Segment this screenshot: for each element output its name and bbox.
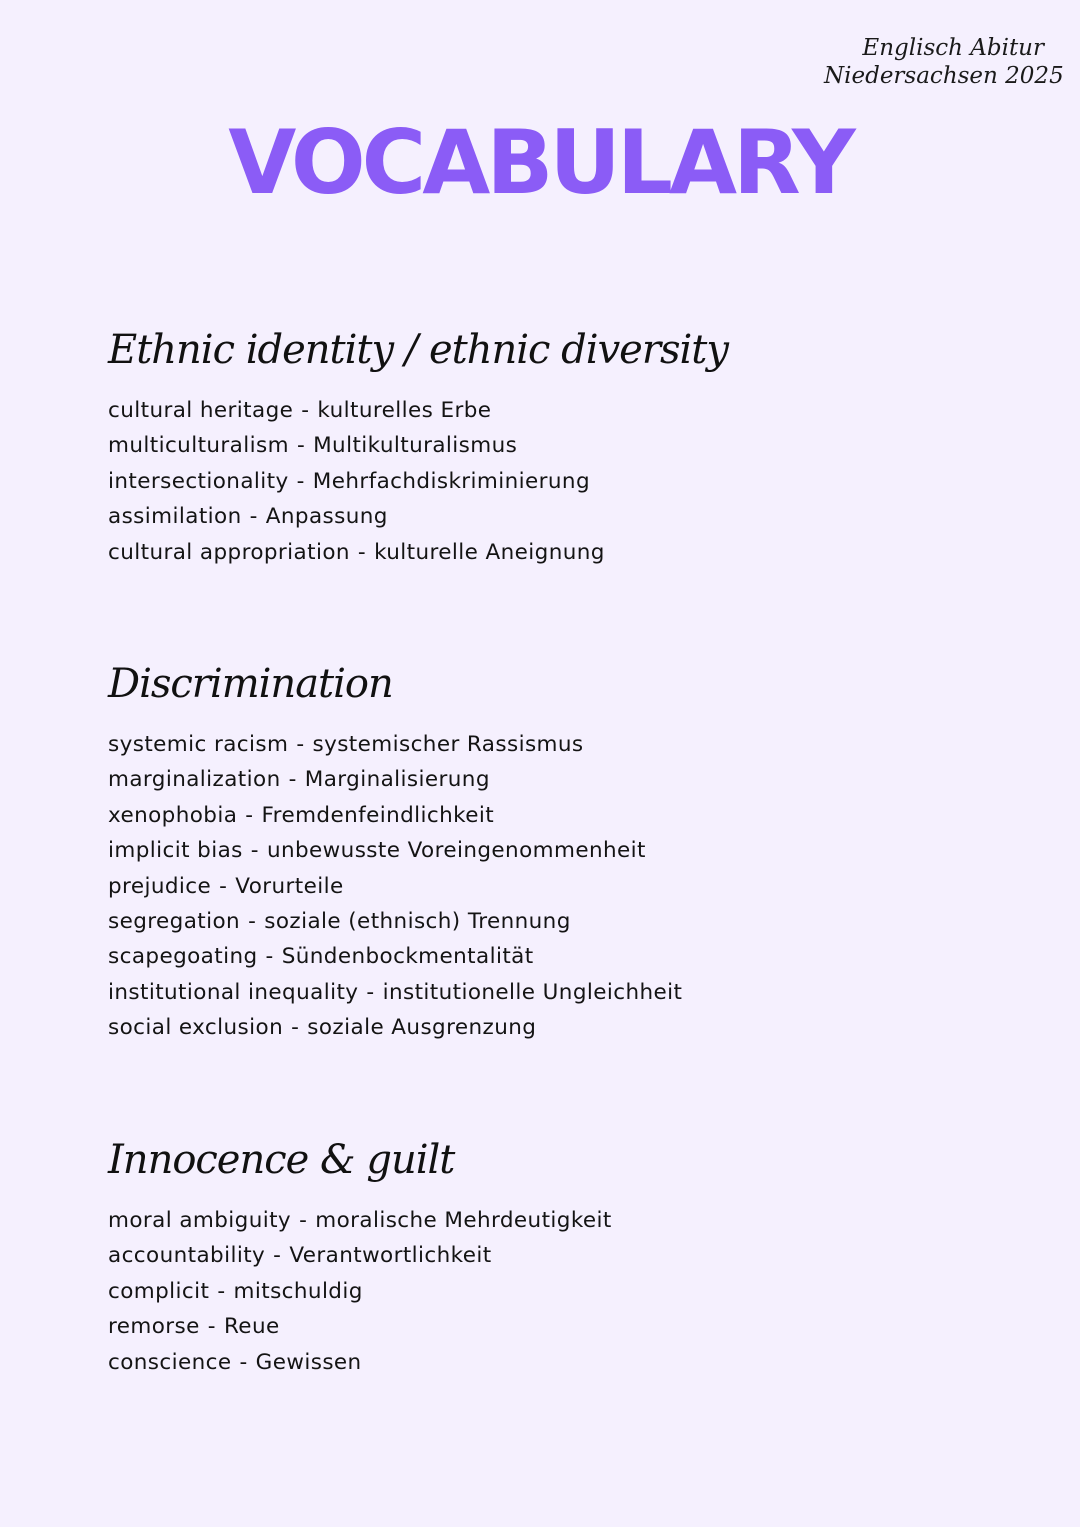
- vocab-term-en: social exclusion: [108, 1015, 284, 1041]
- vocab-item: [108, 1274, 1008, 1309]
- separator: -: [219, 873, 228, 899]
- vocab-list: [108, 1203, 1008, 1380]
- vocab-term-en: xenophobia: [108, 802, 238, 828]
- vocab-term-en: implicit bias: [108, 838, 243, 864]
- vocab-term-en: scapegoating: [108, 944, 258, 970]
- vocab-term-en: cultural appropriation: [108, 539, 350, 565]
- vocab-item: [108, 798, 1008, 833]
- vocab-item: [108, 869, 1008, 904]
- vocab-item: [108, 428, 1008, 463]
- vocab-term-en: assimilation: [108, 504, 242, 530]
- vocab-term-en: remorse: [108, 1314, 200, 1340]
- separator: -: [250, 838, 259, 864]
- vocab-item: [108, 1238, 1008, 1273]
- separator: -: [357, 539, 367, 565]
- vocab-term-de: moralische Mehrdeutigkeit: [315, 1208, 612, 1233]
- separator: -: [265, 944, 274, 970]
- separator: -: [273, 1243, 282, 1269]
- separator: -: [249, 504, 258, 530]
- vocab-item: [108, 1010, 1008, 1045]
- separator: -: [288, 767, 297, 793]
- vocab-item: [108, 393, 1008, 428]
- vocab-term-de: soziale (ethnisch) Trennung: [264, 908, 571, 934]
- vocab-item: [108, 535, 1008, 570]
- vocab-term-de: Verantwortlichkeit: [289, 1243, 492, 1269]
- vocab-term-en: complicit: [108, 1278, 210, 1304]
- vocab-item: [108, 939, 1008, 974]
- course-note-line: Englisch Abitur: [862, 35, 1044, 61]
- vocab-list: [108, 393, 1008, 570]
- vocab-term-de: systemischer Rassismus: [312, 732, 584, 757]
- separator: -: [291, 1015, 300, 1041]
- vocab-item: [108, 975, 1008, 1010]
- vocab-term-en: multiculturalism: [108, 433, 289, 459]
- page-title: VOCABULARY: [228, 111, 852, 214]
- vocab-term-de: Gewissen: [255, 1349, 362, 1375]
- section-heading: Discrimination: [108, 661, 393, 707]
- vocab-term-en: marginalization: [108, 767, 281, 793]
- vocab-term-en: institutional inequality: [108, 979, 359, 1005]
- vocab-term-de: Mehrfachdiskriminierung: [312, 468, 590, 494]
- separator: -: [296, 732, 305, 757]
- separator: -: [296, 433, 306, 459]
- separator: -: [299, 1208, 308, 1233]
- vocab-term-en: conscience: [108, 1349, 232, 1375]
- vocab-item: [108, 904, 1008, 939]
- vocab-list: [108, 727, 1008, 1046]
- vocab-term-en: prejudice: [108, 873, 212, 899]
- vocab-term-en: cultural heritage: [108, 398, 294, 423]
- vocab-item: [108, 1345, 1008, 1380]
- vocab-item: [108, 464, 1008, 499]
- vocab-term-en: systemic racism: [108, 732, 289, 757]
- separator: -: [239, 1349, 248, 1375]
- section-heading: Ethnic identity / ethnic diversity: [108, 327, 728, 373]
- vocab-term-de: kulturelle Aneignung: [374, 539, 605, 565]
- separator: -: [207, 1314, 216, 1340]
- separator: -: [248, 908, 257, 934]
- vocab-item: [108, 833, 1008, 868]
- section-innocence-guilt: [108, 1134, 1008, 1380]
- vocab-item: [108, 1203, 1008, 1238]
- separator: -: [301, 398, 310, 423]
- section-ethnic-identity: [108, 324, 1008, 570]
- section-discrimination: [108, 658, 1008, 1046]
- vocab-item: [108, 727, 1008, 762]
- vocab-term-de: Fremdenfeindlichkeit: [261, 802, 495, 828]
- section-heading: Innocence & guilt: [108, 1137, 455, 1183]
- vocab-term-de: Multikulturalismus: [313, 433, 518, 459]
- vocab-term-de: kulturelles Erbe: [317, 398, 492, 423]
- vocab-term-de: mitschuldig: [233, 1278, 363, 1304]
- vocab-item: [108, 762, 1008, 797]
- vocab-term-en: accountability: [108, 1243, 266, 1269]
- vocab-term-de: Anpassung: [265, 504, 388, 530]
- vocab-term-de: soziale Ausgrenzung: [307, 1015, 537, 1041]
- vocab-item: [108, 1309, 1008, 1344]
- vocab-term-de: institutionelle Ungleichheit: [382, 979, 683, 1005]
- vocab-term-de: Sündenbockmentalität: [281, 944, 534, 970]
- vocab-item: [108, 499, 1008, 534]
- handwritten-course-note: [824, 34, 1064, 90]
- vocab-term-en: segregation: [108, 908, 241, 934]
- vocab-term-de: unbewusste Voreingenommenheit: [266, 838, 646, 864]
- vocab-term-en: intersectionality: [108, 468, 289, 494]
- vocab-term-en: moral ambiguity: [108, 1208, 292, 1233]
- vocab-term-de: Reue: [223, 1314, 280, 1340]
- separator: -: [296, 468, 305, 494]
- separator: -: [217, 1278, 226, 1304]
- separator: -: [366, 979, 375, 1005]
- separator: -: [245, 802, 254, 828]
- vocab-term-de: Marginalisierung: [304, 767, 490, 793]
- course-note-line: Niedersachsen 2025: [824, 63, 1064, 89]
- vocab-term-de: Vorurteile: [235, 873, 344, 899]
